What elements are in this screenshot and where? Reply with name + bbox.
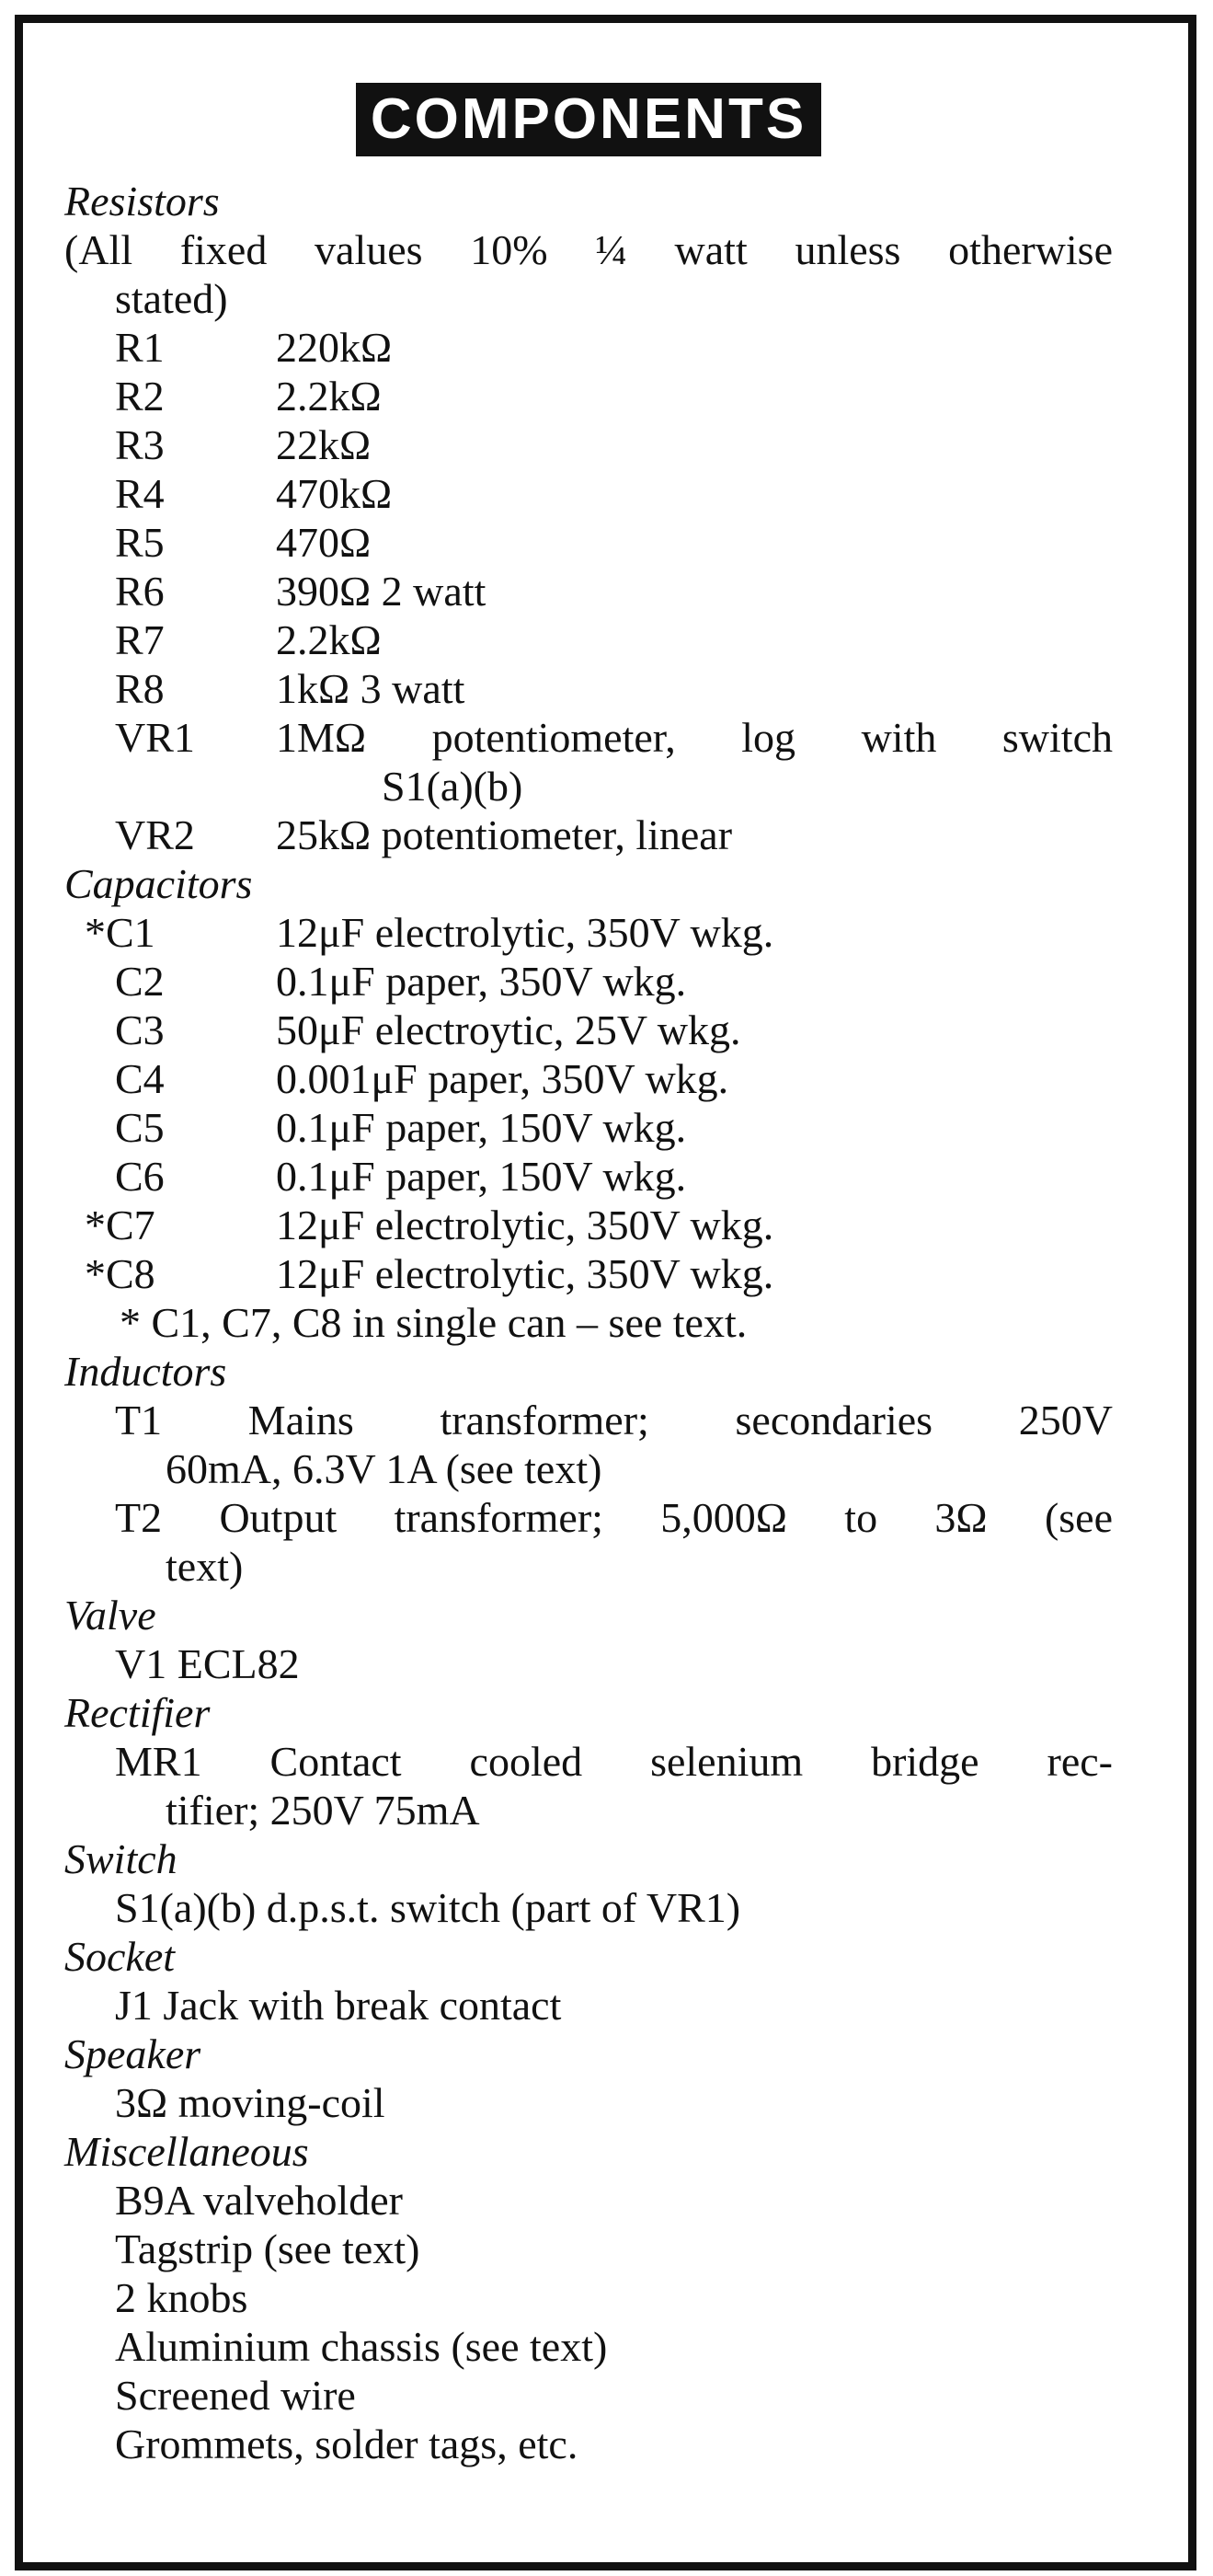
component-code: R8 (115, 665, 165, 712)
vr1-continuation: S1(a)(b) (382, 763, 523, 810)
title-block (64, 83, 1113, 156)
inductor-t1-cont: 60mA, 6.3V 1A (see text) (166, 1445, 602, 1492)
list-item (64, 713, 1113, 762)
list-item (64, 1006, 1113, 1054)
list-item: Screened wire (115, 2372, 356, 2419)
component-code: R7 (115, 616, 165, 663)
component-code: VR2 (115, 811, 195, 858)
list-item (64, 664, 1113, 713)
section-heading-speaker: Speaker (64, 2030, 201, 2077)
switch-item: S1(a)(b) d.p.s.t. switch (part of VR1) (115, 1884, 741, 1931)
component-value: 0.001μF paper, 350V wkg. (276, 1055, 729, 1102)
component-code: C5 (115, 1104, 165, 1151)
list-item: 2 knobs (115, 2274, 248, 2321)
list-item (64, 1152, 1113, 1201)
section-heading-socket: Socket (64, 1933, 176, 1980)
list-item (64, 957, 1113, 1006)
component-value: 0.1μF paper, 150V wkg. (276, 1104, 687, 1151)
list-item (64, 372, 1113, 420)
list-item (64, 323, 1113, 372)
component-value: 220kΩ (276, 324, 393, 371)
inductor-t2: T2 Output transformer; 5,000Ω to 3Ω (see (115, 1494, 1113, 1541)
components-list (64, 83, 1113, 2468)
component-code: R5 (115, 519, 165, 566)
component-code: C2 (115, 958, 165, 1005)
section-heading-capacitors: Capacitors (64, 860, 253, 907)
component-value: 0.1μF paper, 150V wkg. (276, 1153, 687, 1200)
component-value: 25kΩ potentiometer, linear (276, 811, 733, 858)
list-item: B9A valveholder (115, 2177, 403, 2224)
section-heading-miscellaneous: Miscellaneous (64, 2128, 309, 2175)
section-heading-resistors: Resistors (64, 178, 220, 224)
section-heading-switch: Switch (64, 1835, 177, 1882)
rectifier-item-cont: tifier; 250V 75mA (166, 1787, 480, 1834)
list-item (64, 1201, 1113, 1249)
title: COMPONENTS (356, 83, 821, 156)
list-item (64, 469, 1113, 518)
rectifier-item: MR1 Contact cooled selenium bridge rec- (115, 1738, 1113, 1785)
component-value: 1MΩ potentiometer, log with switch (276, 714, 1113, 761)
list-item (64, 908, 1113, 957)
component-value: 50μF electroytic, 25V wkg. (276, 1006, 741, 1053)
list-item (64, 615, 1113, 664)
component-code: R1 (115, 324, 165, 371)
component-code: R2 (115, 373, 165, 420)
speaker-item: 3Ω moving-coil (115, 2079, 385, 2126)
resistors-note: (All fixed values 10% ¼ watt unless otherwise (64, 226, 1113, 273)
component-code: *C8 (85, 1250, 155, 1297)
component-code: C6 (115, 1153, 165, 1200)
list-item (64, 1249, 1113, 1298)
component-value: 470kΩ (276, 470, 393, 517)
component-value: 12μF electrolytic, 350V wkg. (276, 1250, 774, 1297)
socket-item: J1 Jack with break contact (115, 1982, 562, 2029)
list-item (64, 420, 1113, 469)
component-value: 1kΩ 3 watt (276, 665, 465, 712)
component-value: 390Ω 2 watt (276, 568, 486, 615)
valve-item: V1 ECL82 (115, 1640, 300, 1687)
inductor-t1: T1 Mains transformer; secondaries 250V (115, 1397, 1113, 1443)
list-item: Tagstrip (see text) (115, 2225, 420, 2272)
component-value: 0.1μF paper, 350V wkg. (276, 958, 687, 1005)
component-code: VR1 (115, 714, 195, 761)
list-item (64, 811, 1113, 859)
component-value: 22kΩ (276, 421, 372, 468)
component-value: 2.2kΩ (276, 373, 382, 420)
inductor-t2-cont: text) (166, 1543, 244, 1590)
component-value: 12μF electrolytic, 350V wkg. (276, 1202, 774, 1248)
component-code: *C1 (85, 909, 155, 956)
list-item (64, 1054, 1113, 1103)
resistors-note-cont: stated) (115, 275, 228, 322)
section-heading-inductors: Inductors (64, 1348, 227, 1395)
component-code: *C7 (85, 1202, 155, 1248)
list-item: Aluminium chassis (see text) (115, 2323, 608, 2370)
component-code: R4 (115, 470, 165, 517)
component-code: C4 (115, 1055, 165, 1102)
section-heading-valve: Valve (64, 1592, 156, 1639)
list-item: Grommets, solder tags, etc. (115, 2421, 578, 2467)
component-value: 12μF electrolytic, 350V wkg. (276, 909, 774, 956)
component-code: C3 (115, 1006, 165, 1053)
section-heading-rectifier: Rectifier (64, 1689, 211, 1736)
component-code: R6 (115, 568, 165, 615)
list-item (64, 518, 1113, 567)
list-item (64, 1103, 1113, 1152)
component-value: 2.2kΩ (276, 616, 382, 663)
component-code: R3 (115, 421, 165, 468)
list-item (64, 567, 1113, 615)
component-value: 470Ω (276, 519, 372, 566)
capacitors-footnote: * C1, C7, C8 in single can – see text. (120, 1299, 748, 1346)
